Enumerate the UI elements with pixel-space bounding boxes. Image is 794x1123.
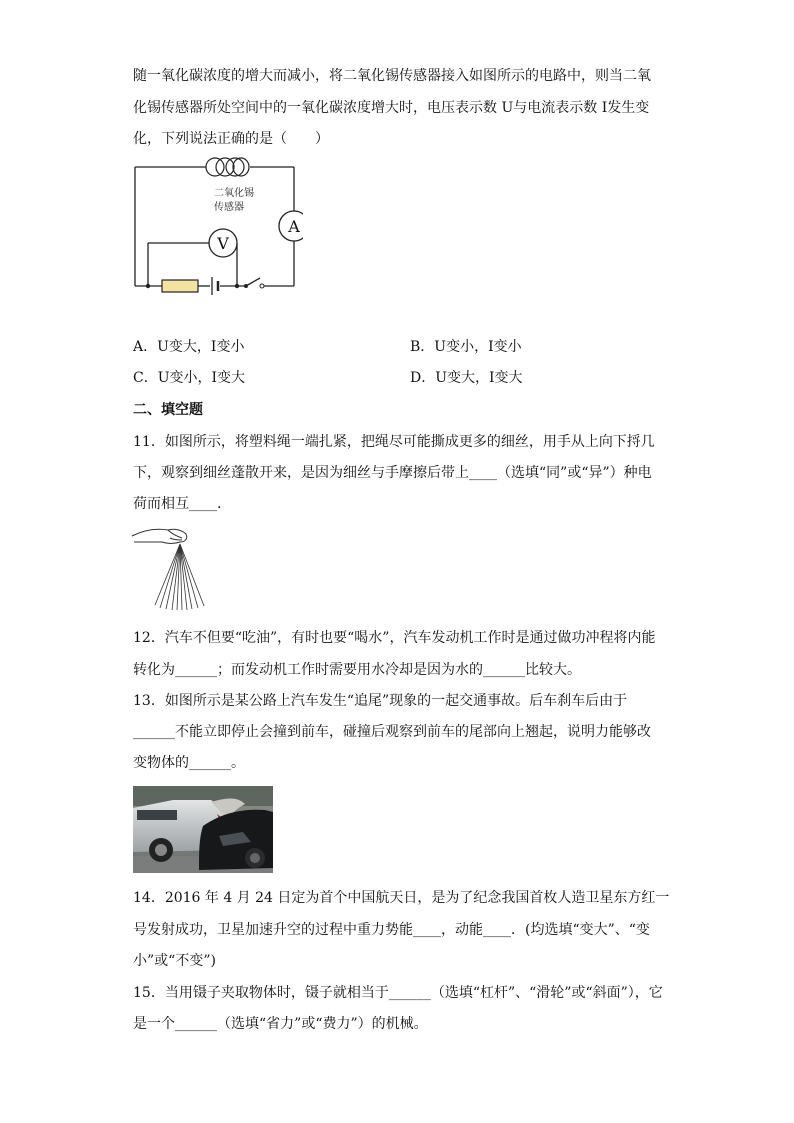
sensor-label-line-1: 二氧化锡 (214, 188, 254, 199)
q10-text-line-3: 化，下列说法正确的是（ ） (133, 131, 329, 147)
q11-text-line-1: 11．如图所示，将塑料绳一端扎紧，把绳尽可能撕成更多的细丝，用手从上向下捋几 (133, 434, 655, 450)
section-title: 二、填空题 (133, 402, 203, 418)
resistor-symbol (162, 280, 198, 292)
q11-text-line-2: 下，观察到细丝蓬散开来，是因为细丝与手摩擦后带上____（选填“同”或“异”）种电 (133, 465, 652, 481)
q11-text-line-3: 荷而相互____. (133, 496, 222, 512)
ammeter-label: A (288, 217, 300, 236)
junction-dot (146, 284, 150, 288)
switch-pivot (244, 284, 248, 288)
q10-option-c: C．U变小，I变大 (133, 370, 246, 386)
q12-text-line-1: 12．汽车不但要“吃油”，有时也要“喝水”，汽车发动机工作时是通过做功冲程将内能 (133, 630, 656, 646)
sensor-element (206, 158, 249, 176)
q13-text-line-1: 13．如图所示是某公路上汽车发生“追尾”现象的一起交通事故。后车刹车后由于 (133, 693, 628, 709)
q15-text-line-2: 是一个______（选填“省力”或“费力”）的机械。 (133, 1016, 428, 1032)
voltmeter-label: V (217, 234, 229, 253)
sensor-label-line-2: 传感器 (214, 202, 244, 213)
switch-contact (260, 284, 264, 288)
q12-text-line-2: 转化为______；而发动机工作时需要用水冷却是因为水的______比较大。 (133, 662, 581, 678)
q14-text-line-2: 号发射成功，卫星加速升空的过程中重力势能____，动能____．(均选填“变大”、“变 (133, 922, 650, 938)
hand-strings-figure (130, 520, 215, 612)
q10-text-line-2: 化锡传感器所处空间中的一氧化碳浓度增大时，电压表示数 U与电流表示数 I发生变 (133, 100, 650, 116)
q13-text-line-3: 变物体的______。 (133, 755, 245, 771)
q10-option-a: A．U变大，I变小 (133, 339, 245, 355)
q14-text-line-3: 小”或“不变”) (133, 953, 216, 969)
circuit-diagram (128, 155, 303, 300)
car-collision-photo (133, 786, 273, 873)
q13-text-line-2: ______不能立即停止会撞到前车，碰撞后观察到前车的尾部向上翘起，说明力能够改 (133, 724, 651, 740)
junction-dot (235, 284, 239, 288)
q14-text-line-1: 14．2016 年 4 月 24 日定为首个中国航天日，是为了纪念我国首枚人造卫星东方红一 (133, 890, 670, 906)
q10-option-d: D．U变大，I变大 (410, 370, 523, 386)
q10-option-b: B．U变小，I变小 (410, 339, 522, 355)
q15-text-line-1: 15．当用镊子夹取物体时，镊子就相当于______（选填“杠杆”、“滑轮”或“斜面”），它 (133, 985, 663, 1001)
q10-text-line-1: 随一氧化碳浓度的增大而减小，将二氧化锡传感器接入如图所示的电路中，则当二氧 (133, 68, 651, 84)
